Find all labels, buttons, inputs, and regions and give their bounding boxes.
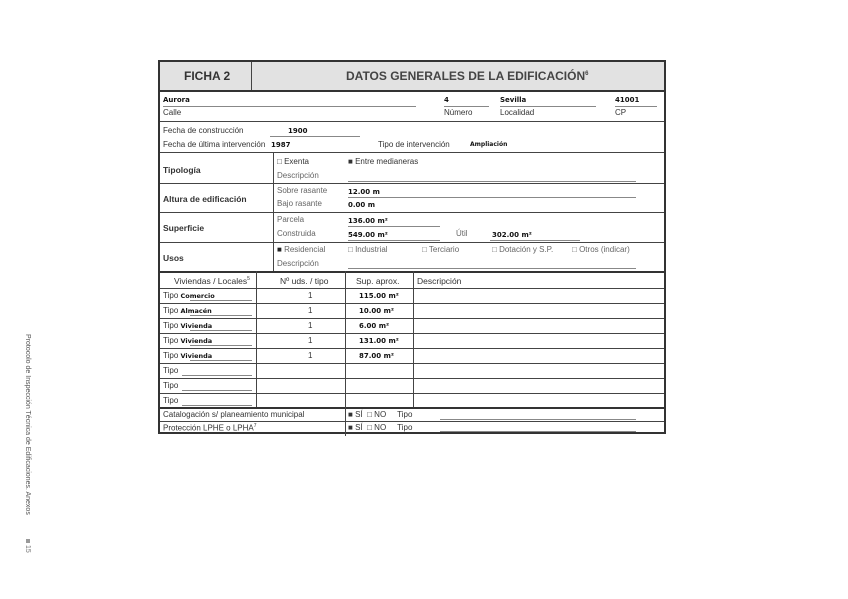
page-marker-square xyxy=(26,539,30,543)
form-title: DATOS GENERALES DE LA EDIFICACIÓN$^6$ xyxy=(346,69,589,83)
checkbox-icon: □ xyxy=(348,245,353,254)
table-row: Tipo Vivienda xyxy=(163,351,213,360)
units-header-description: Descripción xyxy=(417,276,462,286)
plot-value: 136.00 m² xyxy=(348,217,388,225)
below-grade-value: 0.00 m xyxy=(348,201,376,209)
last-intervention-label: Fecha de última intervención xyxy=(163,140,266,149)
useful-value: 302.00 m² xyxy=(492,231,532,239)
intervention-type-value: Ampliación xyxy=(470,141,508,148)
checkbox-icon: □ xyxy=(422,245,427,254)
checkbox-checked-icon: ■ xyxy=(348,423,353,432)
below-grade-label: Bajo rasante xyxy=(277,199,322,208)
protection-options: ■ SÍ □ NO Tipo xyxy=(348,423,413,432)
table-row: Tipo Vivienda xyxy=(163,336,213,345)
locality-label: Localidad xyxy=(500,108,535,117)
number-value: 4 xyxy=(444,96,449,104)
uses-desc-label: Descripción xyxy=(277,259,319,268)
above-grade-label: Sobre rasante xyxy=(277,186,328,195)
checkbox-icon: □ xyxy=(367,410,372,419)
street-value: Aurora xyxy=(163,96,190,104)
above-grade-value: 12.00 m xyxy=(348,188,380,196)
use-otros: □ Otros (indicar) xyxy=(572,245,630,254)
row-count: 1 xyxy=(308,291,313,300)
row-area: 115.00 m² xyxy=(359,292,399,300)
use-terciario: □ Terciario xyxy=(422,245,460,254)
checkbox-icon: □ xyxy=(492,245,497,254)
use-industrial: □ Industrial xyxy=(348,245,388,254)
checkbox-icon: □ xyxy=(277,157,282,166)
built-value: 549.00 m² xyxy=(348,231,388,239)
typology-label: Tipología xyxy=(163,165,201,175)
page-number: 15 xyxy=(24,545,31,553)
row-area: 87.00 m² xyxy=(359,352,394,360)
use-dotacion: □ Dotación y S.P. xyxy=(492,245,554,254)
units-header-type: Viviendas / Locales$^5$ xyxy=(174,276,250,286)
typology-medianeras: ■ Entre medianeras xyxy=(348,157,419,166)
typology-exenta: □ Exenta xyxy=(277,157,309,166)
checkbox-checked-icon: ■ xyxy=(348,410,353,419)
useful-label: Útil xyxy=(456,229,468,238)
row-count: 1 xyxy=(308,306,313,315)
table-row: Tipo xyxy=(163,366,179,375)
uses-label: Usos xyxy=(163,253,184,263)
table-row: Tipo Comercio xyxy=(163,291,215,300)
units-header-count: Nº uds. / tipo xyxy=(280,276,329,286)
checkbox-icon: □ xyxy=(367,423,372,432)
street-label: Calle xyxy=(163,108,182,117)
cp-label: CP xyxy=(615,108,627,117)
protection-label: Protección LPHE o LPHA$^7$ xyxy=(163,423,257,433)
table-row: Tipo Vivienda xyxy=(163,321,213,330)
plot-label: Parcela xyxy=(277,215,305,224)
table-row: Tipo xyxy=(163,396,179,405)
cataloging-options: ■ SÍ □ NO Tipo xyxy=(348,410,413,419)
locality-value: Sevilla xyxy=(500,96,527,104)
ficha-number: FICHA 2 xyxy=(184,69,231,83)
use-residencial: ■ Residencial xyxy=(277,245,326,254)
height-label: Altura de edificación xyxy=(163,194,247,204)
last-intervention-value: 1987 xyxy=(271,141,291,149)
surface-label: Superficie xyxy=(163,223,205,233)
cp-value: 41001 xyxy=(615,96,640,104)
cataloging-label: Catalogación s/ planeamiento municipal xyxy=(163,410,305,419)
row-count: 1 xyxy=(308,321,313,330)
construction-date-value: 1900 xyxy=(288,127,308,135)
row-area: 6.00 m² xyxy=(359,322,390,330)
row-area: 131.00 m² xyxy=(359,337,399,345)
construction-date-label: Fecha de construcción xyxy=(163,126,244,135)
table-row: Tipo xyxy=(163,381,179,390)
table-row: Tipo Almacén xyxy=(163,306,212,315)
row-area: 10.00 m² xyxy=(359,307,394,315)
intervention-type-label: Tipo de intervención xyxy=(378,140,450,149)
typology-desc-label: Descripción xyxy=(277,171,319,180)
checkbox-icon: □ xyxy=(572,245,577,254)
row-count: 1 xyxy=(308,351,313,360)
checkbox-checked-icon: ■ xyxy=(348,157,353,166)
built-label: Construida xyxy=(277,229,316,238)
units-header-area: Sup. aprox. xyxy=(356,276,400,286)
side-caption: Protocolo de Inspección Técnica de Edificaciones. Anexos xyxy=(24,334,31,515)
row-count: 1 xyxy=(308,336,313,345)
number-label: Número xyxy=(444,108,473,117)
ficha-form xyxy=(158,60,666,434)
checkbox-checked-icon: ■ xyxy=(277,245,282,254)
